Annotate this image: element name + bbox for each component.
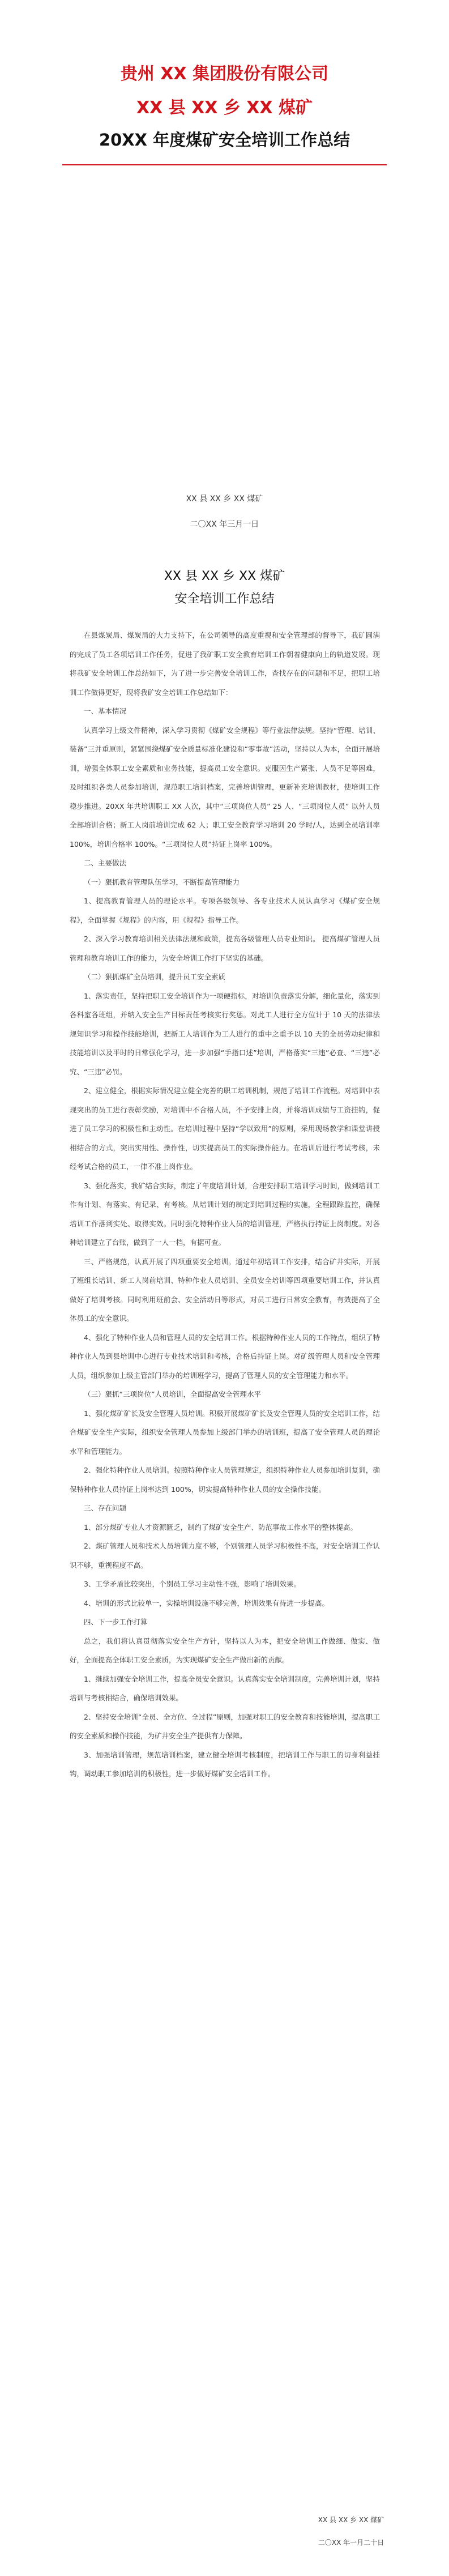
report-paragraph: 2、煤矿管理人员和技术人员培训力度不够，个别管理人员学习积极性不高，对安全培训工作认识不够，重视程度不高。 — [70, 1542, 380, 1570]
report-paragraph: 1、落实责任，坚持把职工安全培训作为一项硬指标，对培训负责落实分解，细化量化，落实到各科室各班组，并纳入安全生产目标责任考核实行奖惩。对此工人进行全方位计于 10 天的法律法规知识学习和操作技能培训，把新工人培训作为工人进行的重中之重予以 10 天的全员劳动纪律和技能培训以及平时的日常强化学习，进一步加强“手指口述”培训，严格落实“三违”必查、“三违”必究、“三违”必罚。 — [70, 991, 380, 1076]
report-paragraph: 三、存在问题 — [84, 1504, 127, 1512]
report-paragraph: （三）狠抓“三项岗位”人员培训，全面提高安全管理水平 — [84, 1390, 261, 1398]
company-name: 贵州 XX 集团股份有限公司 — [120, 64, 329, 84]
cover-date: 二〇XX 年三月一日 — [190, 520, 259, 529]
report-paragraph: 认真学习上级文件精神，深入学习贯彻《煤矿安全规程》等行业法律法规。坚持“管理、培训、装备”三并重原则，紧紧围绕煤矿安全质量标准化建设和“零事故”活动，坚持以人为本，全面开展培训，增强全体职工安全素质和业务技能，提高员工安全意识。克服因生产紧张、人员不足等困难，及时组织各类人员参加培训，规范职工培训档案，完善培训管理，更新补充培训教材，使培训工作稳步推进。20XX 年共培训职工 XX 人次，其中“三项岗位人员” 25 人、“三项岗位人员” 以外人员全部培训合格；新工人岗前培训完成 62 人；职工安全教育学习培训 20 学时/人，达到全员培训率 100%，培训合格率 100%。“三项岗位人员”持证上岗率 100%。 — [70, 726, 380, 848]
report-paragraph: 二、主要做法 — [84, 859, 127, 867]
cover-org: XX 县 XX 乡 XX 煤矿 — [186, 494, 263, 504]
report-paragraph: 2、坚持安全培训“全员、全方位、全过程”原则，加强对职工的安全教育和技能培训，提高职工的安全素质和操作技能，为矿井安全生产提供有力保障。 — [70, 1712, 380, 1740]
report-paragraph: 在县煤炭局、煤炭局的大力支持下，在公司领导的高度重视和安全管理部的督导下，我矿圆满的完成了员工各项培训工作任务，促进了我矿职工安全教育培训工作朝着健康向上的轨道发展。现将我矿安全培训工作总结如下，为了进一步完善安全培训工作，查找存在的问题和不足，把职工培训工作做得更好，现将我矿安全培训工作总结如下： — [70, 631, 380, 697]
report-title-line2: 安全培训工作总结 — [174, 592, 275, 606]
report-body — [70, 626, 380, 1784]
report-paragraph: 3、加强培训管理，规范培训档案，建立健全培训考核制度，把培训工作与职工的切身利益挂钩，调动职工参加培训的积极性，进一步做好煤矿安全培训工作。 — [70, 1750, 380, 1778]
document-title: 20XX 年度煤矿安全培训工作总结 — [99, 130, 350, 150]
mine-name: XX 县 XX 乡 XX 煤矿 — [136, 98, 313, 118]
report-paragraph: 2、强化特种作业人员培训。按照特种作业人员管理规定，组织特种作业人员参加培训复训，确保特种作业人员持证上岗率达到 100%，切实提高特种作业人员的安全操作技能。 — [70, 1466, 380, 1494]
report-paragraph: 三、严格规范，认真开展了四项重要安全培训。通过年初培训工作安排，结合矿井实际，开展了班组长培训、新工人岗前培训、特种作业人员培训、全员安全培训等四项重要培训工作，并认真做好了培训考核。同时利用班前会、安全活动日等形式，对员工进行日常安全教育，有效提高了全体员工的安全意识。 — [70, 1257, 380, 1323]
report-paragraph: 一、基本情况 — [84, 707, 127, 715]
report-paragraph: 2、建立健全，根据实际情况建立健全完善的职工培训机制，规范了培训工作流程。对培训中表现突出的员工进行表彰奖励，对培训中不合格人员，不予安排上岗，并将培训成绩与工资挂钩，促进了员工学习的积极性和主动性。在培训过程中坚持“学以致用”的原则，采用现场教学和课堂讲授相结合的方式，突出实用性、操作性，切实提高员工的实际操作能力。在培训后进行考试考核，未经考试合格的员工，一律不准上岗作业。 — [70, 1086, 380, 1171]
report-paragraph: 4、强化了特种作业人员和管理人员的安全培训工作。根据特种作业人员的工作特点，组织了特种作业人员到县培训中心进行专业技术培训和考核，合格后持证上岗。对矿级管理人员和安全管理人员，组织参加上级主管部门举办的培训班学习，提高了管理人员的安全管理能力和水平。 — [70, 1333, 380, 1380]
report-paragraph: 1、部分煤矿专业人才资源匮乏，制约了煤矿安全生产、防范事故工作水平的整体提高。 — [84, 1522, 357, 1532]
signature-date: 二〇XX 年一月二十日 — [318, 2539, 384, 2547]
report-paragraph: 3、工学矛盾比较突出，个别员工学习主动性不强，影响了培训效果。 — [84, 1580, 301, 1588]
signature-org: XX 县 XX 乡 XX 煤矿 — [318, 2516, 384, 2524]
report-paragraph: 2、深入学习教育培训相关法律法规和政策，提高各级管理人员专业知识。 提高煤矿管理人员管理和教育培训工作的能力，为安全培训工作打下坚实的基础。 — [70, 935, 380, 962]
report-paragraph: 1、强化煤矿矿长及安全管理人员培训。积极开展煤矿矿长及安全管理人员的安全培训工作，结合煤矿安全生产实际，组织安全管理人员参加上级部门举办的培训班，提高了安全管理人员的理论水平和管理能力。 — [70, 1409, 380, 1456]
report-paragraph: （二）狠抓煤矿全员培训，提升员工安全素质 — [84, 973, 226, 981]
report-paragraph: （一）狠抓教育管理队伍学习，不断提高管理能力 — [84, 877, 240, 886]
report-paragraph: 1、提高教育管理人员的理论水平。专项各级领导、各专业技术人员认真学习《煤矿安全规程》，全面掌握《规程》的内容，用《规程》指导工作。 — [70, 897, 380, 924]
report-title-line1: XX 县 XX 乡 XX 煤矿 — [164, 569, 285, 583]
report-paragraph: 4、培训的形式比较单一，实操培训设施不够完善，培训效果有待进一步提高。 — [84, 1598, 329, 1607]
report-paragraph: 1、继续加强安全培训工作，提高全员安全意识。认真落实安全培训制度，完善培训计划，坚持培训与考核相结合，确保培训效果。 — [70, 1674, 380, 1702]
report-paragraph: 3、强化落实，我矿结合实际，制定了年度培训计划，合理安排职工培训学习时间，做到培训工作有计划、有落实、有记录、有考核。从培训计划的制定到培训过程的实施，全程跟踪监控，确保培训工作落到实处、取得实效。同时强化特种作业人员的培训管理，严格执行持证上岗制度。对各种培训建立了台账，做到了一人一档，有据可查。 — [70, 1181, 380, 1247]
report-paragraph: 四、下一步工作打算 — [84, 1618, 148, 1626]
report-paragraph: 总之，我们将认真贯彻落实安全生产方针，坚持以人为本，把安全培训工作做细、做实、做好，全面提高全体职工安全素质，为实现煤矿安全生产做出新的贡献。 — [70, 1636, 380, 1664]
header-rule — [62, 164, 387, 165]
